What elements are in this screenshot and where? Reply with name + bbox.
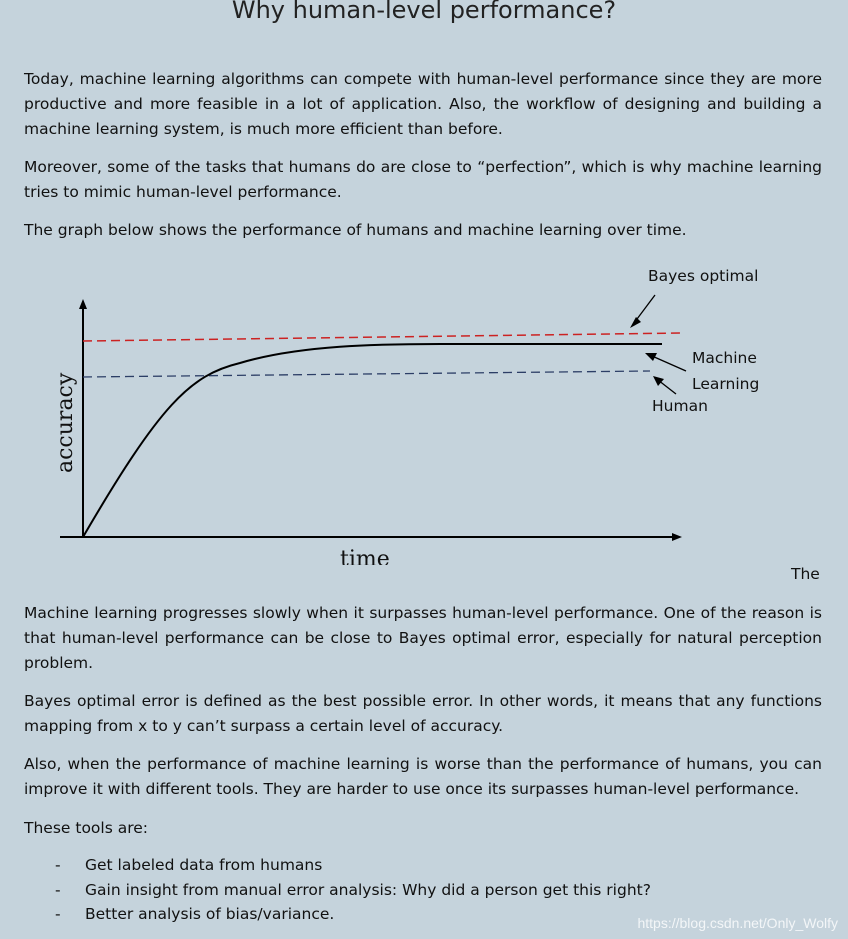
performance-figure [0, 255, 848, 565]
tools-intro: These tools are: [24, 819, 149, 837]
list-item-text: Get labeled data from humans [85, 856, 323, 874]
x-axis-label: time [340, 547, 390, 565]
bullet-dash: - [55, 856, 61, 874]
bullet-dash: - [55, 905, 61, 923]
machine-label-line2: Learning [692, 375, 760, 393]
bayes-optimal-line [83, 333, 683, 341]
intro-paragraph-2: Moreover, some of the tasks that humans do are close to “perfection”, which is why machine learning tries to mimic human-level performance. [24, 158, 822, 201]
body-paragraph-3: Also, when the performance of machine learning is worse than the performance of humans, you can improve it with different tools. They are harder to use once its surpasses human-level performance. [24, 755, 822, 798]
list-item [24, 853, 651, 878]
page-title: Why human-level performance? [231, 0, 617, 24]
stray-word: The [791, 565, 820, 583]
human-label: Human [652, 397, 708, 415]
y-axis-arrow [79, 299, 87, 309]
list-item [24, 878, 651, 903]
body-paragraph-2: Bayes optimal error is defined as the best possible error. In other words, it means that any functions mapping from x to y can’t surpass a certain level of accuracy. [24, 692, 822, 735]
bullet-dash: - [55, 880, 61, 899]
list-item-text: Gain insight from manual error analysis: Why did a person get this right? [85, 880, 651, 899]
y-axis-label: accuracy [53, 372, 78, 473]
body-paragraph-1: Machine learning progresses slowly when it surpasses human-level performance. One of the reason is that human-level performance can be close to Bayes optimal error, especially for natural perception problem. [24, 604, 822, 672]
human-pointer-arrow [653, 376, 664, 386]
machine-label-line1: Machine [692, 349, 757, 367]
tools-list [24, 853, 651, 927]
machine-pointer-line [652, 356, 686, 371]
bayes-optimal-label: Bayes optimal [648, 267, 759, 285]
list-item [24, 902, 651, 927]
bayes-pointer-arrow [630, 317, 641, 328]
x-axis-arrow [672, 533, 682, 541]
watermark: https://blog.csdn.net/Only_Wolfy [637, 915, 838, 931]
machine-learning-curve [83, 344, 662, 537]
intro-paragraph-1: Today, machine learning algorithms can compete with human-level performance since they are more productive and more feasible in a lot of application. Also, the workflow of designing and building a machine learning system, is much more efficient than before. [24, 70, 822, 138]
human-level-line [83, 371, 650, 377]
list-item-text: Better analysis of bias/variance. [85, 905, 335, 923]
intro-paragraph-3: The graph below shows the performance of humans and machine learning over time. [24, 221, 687, 239]
